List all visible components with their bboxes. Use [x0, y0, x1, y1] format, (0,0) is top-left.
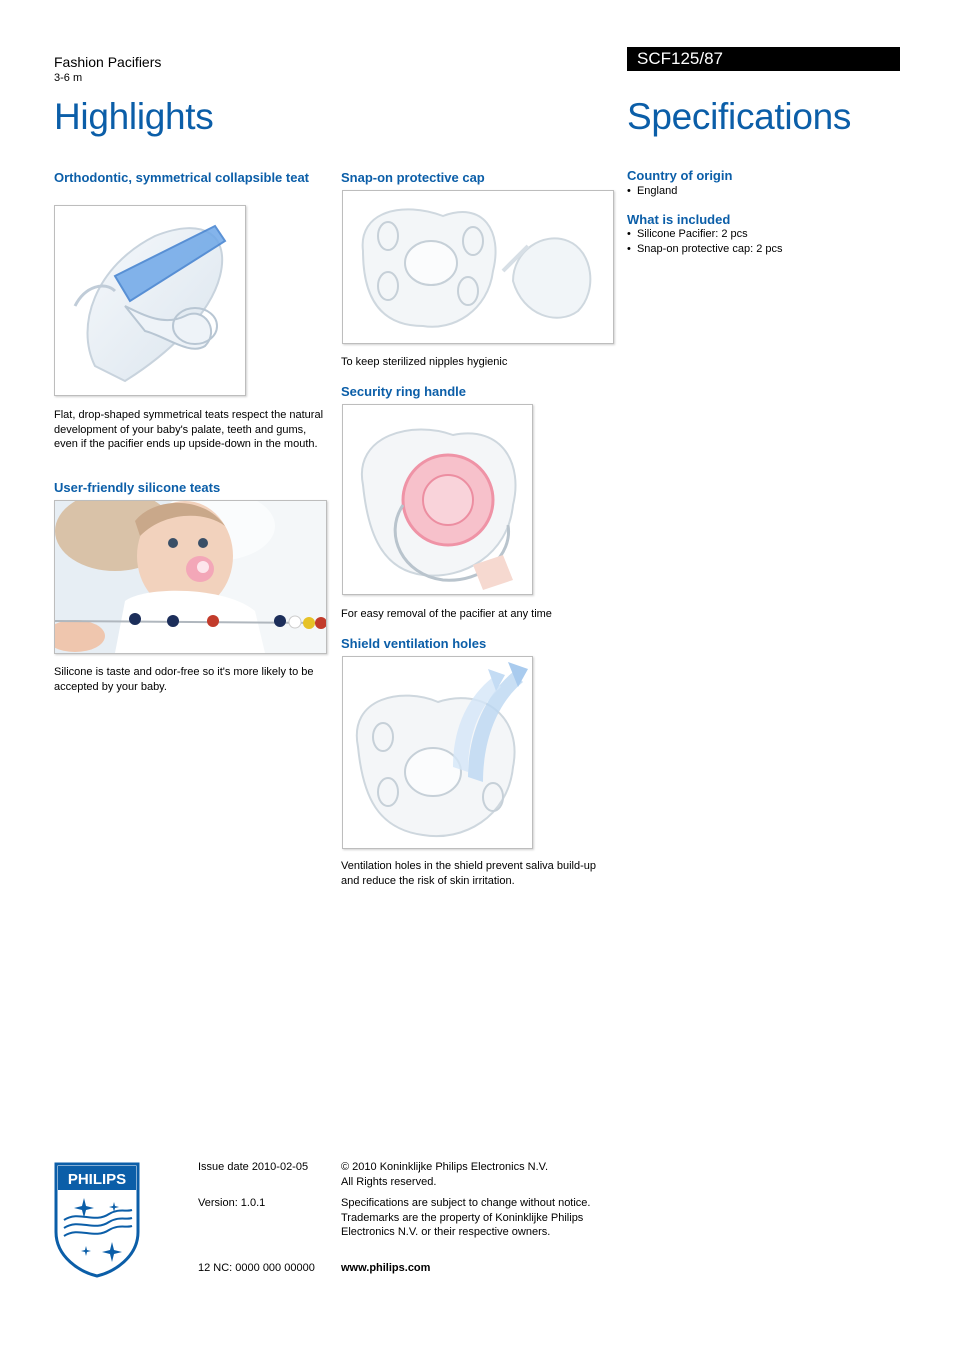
- feature-text-silicone-teats: Silicone is taste and odor-free so it's more likely to be accepted by your baby.: [54, 666, 314, 693]
- product-name: Fashion Pacifiers: [54, 54, 162, 70]
- feature-heading-orthodontic: Orthodontic, symmetrical collapsible teat: [54, 170, 310, 185]
- philips-logo-text: PHILIPS: [67, 1171, 127, 1188]
- spec-heading-included: What is included: [627, 212, 731, 227]
- footer-issue-date: Issue date 2010-02-05: [198, 1161, 309, 1173]
- footer-nc: 12 NC: 0000 000 00000: [198, 1262, 315, 1274]
- footer-copyright: [341, 1160, 548, 1189]
- pacifier-pink-ring-image: [342, 404, 533, 595]
- footer-notice-line1: Specifications are subject to change without notice.: [341, 1197, 591, 1209]
- feature-heading-protective-cap: Snap-on protective cap: [341, 170, 485, 185]
- pacifier-with-cap-image: [342, 190, 614, 344]
- spec-item-country: • England: [627, 185, 678, 197]
- spec-item-protective-cap: • Snap-on protective cap: 2 pcs: [627, 243, 783, 255]
- pacifier-blue-teat-image: [54, 205, 246, 396]
- feature-text-ventilation: Ventilation holes in the shield prevent saliva build-up and reduce the risk of skin irritation.: [341, 860, 596, 887]
- footer-notice-line2: Trademarks are the property of Koninklijke Philips: [341, 1211, 584, 1224]
- footer-website[interactable]: www.philips.com: [341, 1262, 431, 1274]
- feature-text-security-ring: For easy removal of the pacifier at any time: [341, 608, 552, 620]
- product-code: SCF125/87: [637, 49, 723, 68]
- feature-text-protective-cap: To keep sterilized nipples hygienic: [341, 356, 508, 368]
- footer-notice: [341, 1196, 590, 1240]
- baby-with-pacifier-photo: [54, 500, 327, 654]
- product-code-bar: [627, 47, 900, 71]
- product-age-range: 3-6 m: [54, 72, 83, 84]
- feature-heading-ventilation: Shield ventilation holes: [341, 636, 487, 651]
- feature-text-orthodontic: Flat, drop-shaped symmetrical teats respect the natural development of your baby's palate, teeth and gums, even if the pacifier ends up upside-down in the mouth.: [54, 409, 324, 450]
- highlights-title: Highlights: [54, 96, 214, 137]
- feature-heading-security-ring: Security ring handle: [341, 384, 466, 399]
- footer-copyright-line2: All Rights reserved.: [341, 1175, 437, 1188]
- spec-item-silicone-pacifier: • Silicone Pacifier: 2 pcs: [627, 228, 748, 240]
- footer-notice-line3: Electronics N.V. or their respective owners.: [341, 1226, 551, 1238]
- feature-heading-silicone-teats: User-friendly silicone teats: [54, 480, 221, 495]
- philips-logo: [54, 1162, 140, 1278]
- pacifier-ventilation-image: [342, 656, 533, 849]
- spec-heading-country: Country of origin: [627, 168, 733, 183]
- footer-copyright-line1: © 2010 Koninklijke Philips Electronics N.V.: [341, 1161, 549, 1173]
- specifications-title: Specifications: [627, 96, 852, 137]
- footer-version: Version: 1.0.1: [198, 1197, 266, 1209]
